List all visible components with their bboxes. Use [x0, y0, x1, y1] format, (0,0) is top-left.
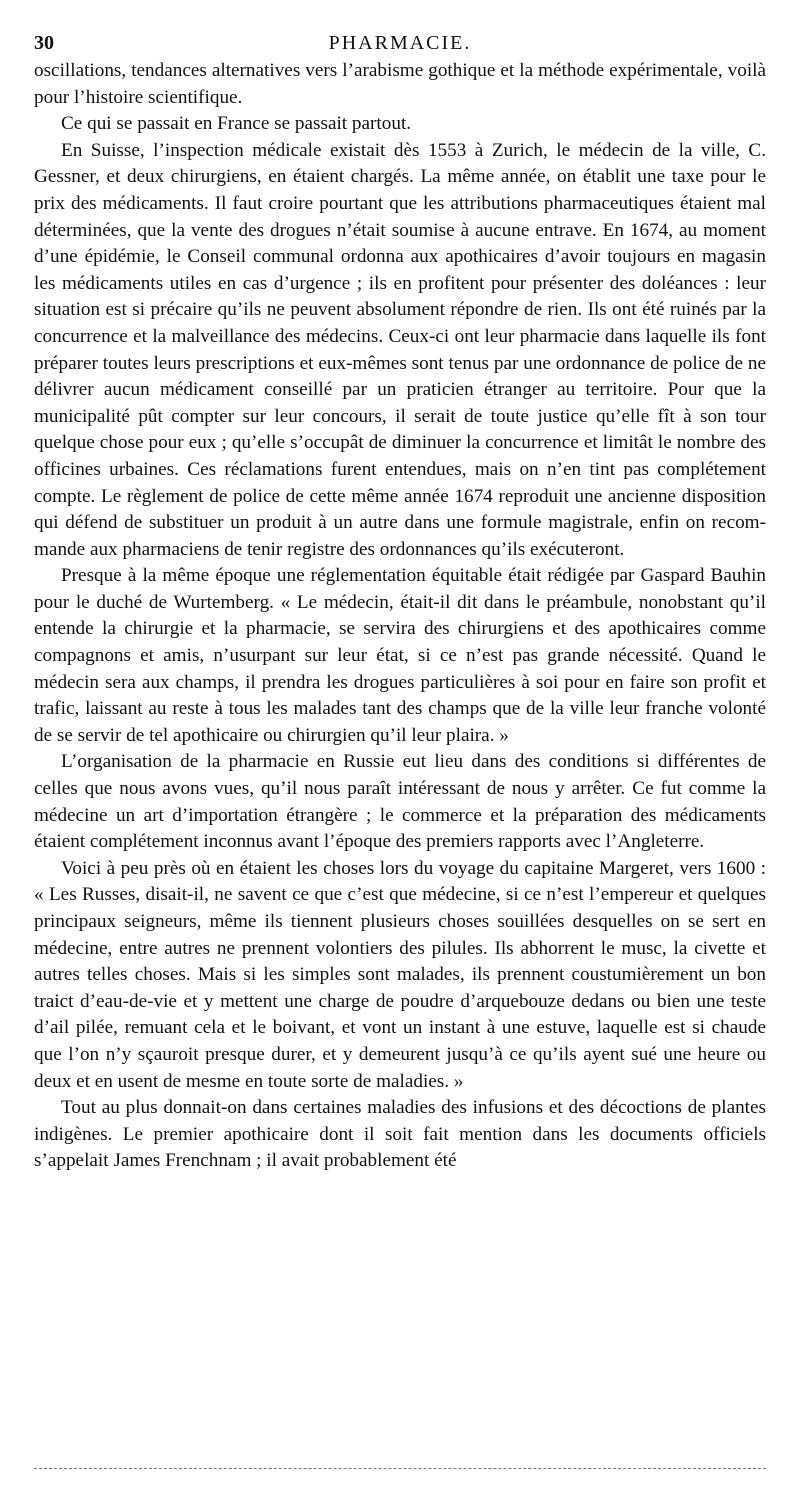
running-title: PHARMACIE.: [328, 32, 472, 54]
body-text: [34, 58, 766, 1175]
book-page: [34, 28, 766, 1175]
paragraph-continuation: oscillations, tendances alternatives vers l’arabisme gothique et la méthode expérimentale, voilà pour l’histoire scientifique.: [34, 60, 766, 108]
paragraph-suisse: En Suisse, l’inspection médicale existait dès 1553 à Zurich, le médecin de la ville, C. Gessner, et deux chirurgiens, en étaient chargés. La même année, on établit une taxe pour le prix des médicaments. Il faut croire pourtant que les attributions pharmaceutiques étaient mal déterminées, que la vente des drogues n’était soumise à aucune entrave. En 1674, au moment d’une épidémie, le Conseil communal ordonna aux apothicaires d’avoir toujours en magasin les médicaments utiles en cas d’urgence ; ils en profitent pour présenter des doléances : leur situation est si précaire qu’ils ne peuvent absolument répondre de rien. Ils ont été ruinés par la concurrence et la malveillance des médecins. Ceux-ci ont leur pharmacie dans laquelle ils font préparer toutes leurs prescriptions et eux-mêmes sont tenus par une ordonnance de police de ne délivrer aucun médicament conseillé par un praticien étranger au territoire. Pour que la municipalité pût compter sur leur concours, il serait de toute justice qu’elle fît à son tour quelque chose pour eux ; qu’elle s’occupât de diminuer la concurrence et limitât le nombre des officines urbaines. Ces réclamations furent entendues, mais on n’en tint pas complétement compte. Le règlement de police de cette même année 1674 reproduit une ancienne disposition qui défend de substituer un produit à un autre dans une formule magistrale, enfin on recommande aux pharmaciens de tenir registre des ordonnances qu’ils exécuteront.: [34, 139, 766, 560]
paragraph-france: Ce qui se passait en France se passait partout.: [61, 113, 412, 135]
paragraph-russie: L’organisation de la pharmacie en Russie eut lieu dans des conditions si différentes de celles que nous avons vues, qu’il nous paraît intéressant de nous y arrêter. Ce fut comme la médecine un art d’importation étrangère ; le commerce et la préparation des médicaments étaient complétement inconnus avant l’époque des premiers rapports avec l’Angleterre.: [34, 751, 766, 853]
paragraph-margeret: Voici à peu près où en étaient les choses lors du voyage du capitaine Margeret, vers 1600 : « Les Russes, disait-il, ne savent ce que c’est que médecine, si ce n’est l’empereur et quelques principaux seigneurs, même ils tiennent plusieurs choses souillées desquelles on se sert en médecine, entre autres ne prennent volontiers des pilules. Ils abhorrent le musc, la civette et autres telles choses. Mais si les simples sont malades, ils prennent coustumièrement un bon traict d’eau-de-vie et y mettent une charge de poudre d’arquebouze dedans ou bien une teste d’ail pilée, remuant cela et le boivant, et vont un instant à une estuve, laquelle est si chaude que l’on n’y sçauroit presque durer, et y demeurent jusqu’à ce qu’ils ayent sué une heure ou deux et en usent de mesme en toute sorte de maladies. »: [34, 857, 766, 1092]
page-number: 30: [34, 32, 54, 54]
paragraph-wurtemberg: Presque à la même époque une réglementation équitable était rédigée par Gaspard Bauhin pour le duché de Wurtemberg. « Le médecin, était-il dit dans le préambule, nonobstant qu’il entende la chirurgie et la pharmacie, se servira des chirurgiens et des apothicaires comme compagnons et amis, n’usurpant sur leur état, si ce n’est pas grande nécessité. Quand le médecin sera aux champs, il prendra les drogues particulières à soi pour en faire son profit et trafic, laissant au reste à tous les malades tant des champs que de la ville leur franche volonté de se servir de tel apothicaire ou chirurgien qu’il leur plaira. »: [34, 565, 766, 746]
running-head: [34, 28, 766, 58]
footer-rule: [34, 1468, 766, 1469]
paragraph-frenchnam: Tout au plus donnait-on dans certaines maladies des infusions et des décoctions de plantes indigènes. Le premier apothicaire dont il soit fait mention dans les documents officiels s’appelait James Frenchnam ; il avait probablement été: [34, 1097, 766, 1172]
